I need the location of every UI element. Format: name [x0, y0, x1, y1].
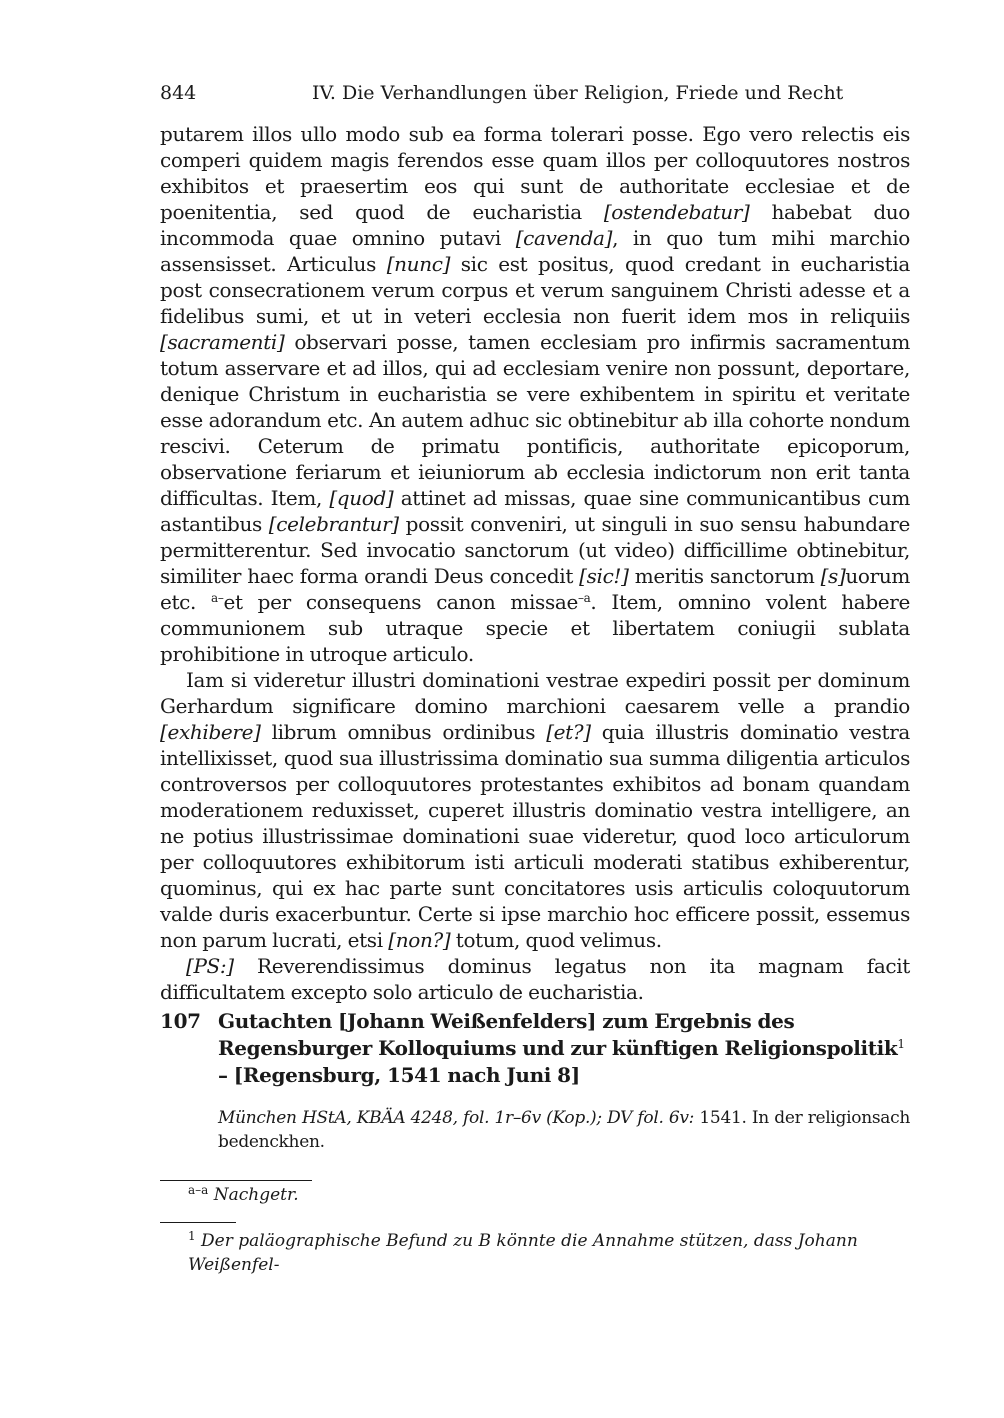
editorial-insertion: [ostendebatur]: [603, 200, 750, 224]
footnote-text: Der paläographische Befund zu B könnte die Annahme stützen, dass Johann Weißenfel-: [188, 1231, 858, 1275]
footnote-text: Nachgetr.: [213, 1185, 299, 1205]
footnote-divider: [160, 1222, 236, 1223]
editorial-insertion: [celebrantur]: [268, 512, 399, 536]
running-title: IV. Die Verhandlungen über Religion, Friede und Recht: [312, 82, 844, 104]
editorial-insertion: [PS:]: [186, 954, 234, 978]
editorial-insertion: [et?]: [546, 720, 591, 744]
entry-number: 107: [160, 1009, 201, 1033]
source-description: München HStA, KBÄA 4248, fol. 1r–6v (Kop.); DV fol. 6v: 1541. In der religionsach bedenckhen.: [218, 1108, 910, 1152]
paragraph-2: Iam si videretur illustri dominationi vestrae expediri possit per dominum Gerhardum significare domino marchioni caesarem velle a prandio [exhibere] librum omnibus ordinibus [et?] quia illustris dominatio vestra intellixisset, quod sua illustrissima dominatio sua summa diligentia articulos controversos per colloquutores protestantes exhibitos ad bonam quandam moderationem reduxisset, cuperet illustris dominatio vestra intelligere, an ne potius illustrissimae dominationi suae videretur, quod loco articulorum per colloquutores exhibitorum isti articuli moderati statibus exhiberentur, quominus, qui ex hac parte sunt concitatores usis articulis coloquutorum valde duris exacerbuntur. Certe si ipse marchio hoc efficere possit, essemus non parum lucrati, etsi [non?] totum, quod velimus.: [160, 668, 911, 952]
editorial-insertion: [sic!]: [579, 564, 629, 588]
variant-footnote: [160, 1183, 910, 1207]
editorial-insertion: [sacramenti]: [160, 330, 285, 354]
editorial-insertion: [cavenda]: [515, 226, 613, 250]
footnote-marker: a–a: [188, 1183, 209, 1197]
paragraph-1: putarem illos ullo modo sub ea forma tolerari posse. Ego vero relectis eis comperi quidem magis ferendos esse quam illos per colloquutores nostros exhibitos et praesertim eos qui sunt de authoritate ecclesiae et de poenitentia, sed quod de eucharistia [ostendebatur] habebat duo incommoda quae omnino putavi [cavenda], in quo tum mihi marchio assensisset. Articulus [nunc] sic est positus, quod credant in eucharistia post consecrationem verum corpus et verum sanguinem Christi adesse et a fidelibus sumi, et ut in veteri ecclesia non fuerit idem mos in reliquiis [sacramenti] observari posse, tamen ecclesiam pro infirmis sacramentum totum asservare et ad illos, qui ad ecclesiam venire non possunt, deportare, denique Christum in eucharistia se vere exhibentem in spiritu et veritate esse adorandum etc. An autem adhuc sic obtinebitur ab illa cohorte nondum rescivi. Ceterum de primatu pontificis, authoritate epicoporum, observatione feriarum et ieiuniorum ab ecclesia indictorum non erit tanta difficultas. Item, [quod] attinet ad missas, quae sine communicantibus cum astantibus [celebrantur] possit conveniri, ut singuli in suo sensu habundare permitterentur. Sed invocatio sanctorum (ut video) difficillime obtinebitur, similiter haec forma orandi Deus concedit [sic!] meritis sanctorum [s]uorum etc. $^{a-}$et per consequens canon missae$^{-a}$. Item, omnino volent habere communionem sub utraque specie et libertatem coniugii sublata prohibitione in utroque articulo.: [160, 122, 911, 666]
editorial-insertion: [s]: [820, 564, 846, 588]
document-entry-heading: [160, 1008, 910, 1089]
main-text: [160, 121, 910, 1005]
footnote-divider: [160, 1180, 312, 1181]
editorial-insertion: [exhibere]: [160, 720, 261, 744]
editorial-insertion: [non?]: [388, 928, 451, 952]
variant-marker: a–: [211, 591, 224, 605]
footnote-1: [160, 1229, 910, 1277]
variant-marker: –a: [577, 591, 591, 605]
footnote-marker: 1: [188, 1229, 196, 1243]
page-number: 844: [160, 82, 197, 104]
paragraph-3: [PS:] Reverendissimus dominus legatus non ita magnam facit difficultatem excepto solo articulo de eucharistia.: [160, 954, 910, 1004]
editorial-insertion: [quod]: [329, 486, 394, 510]
entry-title: Gutachten [Johann Weißenfelders] zum Ergebnis des Regensburger Kolloquiums und zur künftigen Religionspolitik$^1$ – [Regensburg, 1541 nach Juni 8]: [218, 1009, 905, 1087]
footnote-reference: 1: [897, 1037, 905, 1051]
archive-reference: München HStA, KBÄA 4248, fol. 1r–6v (Kop.); DV fol. 6v:: [218, 1108, 695, 1128]
editorial-insertion: [nunc]: [386, 252, 451, 276]
